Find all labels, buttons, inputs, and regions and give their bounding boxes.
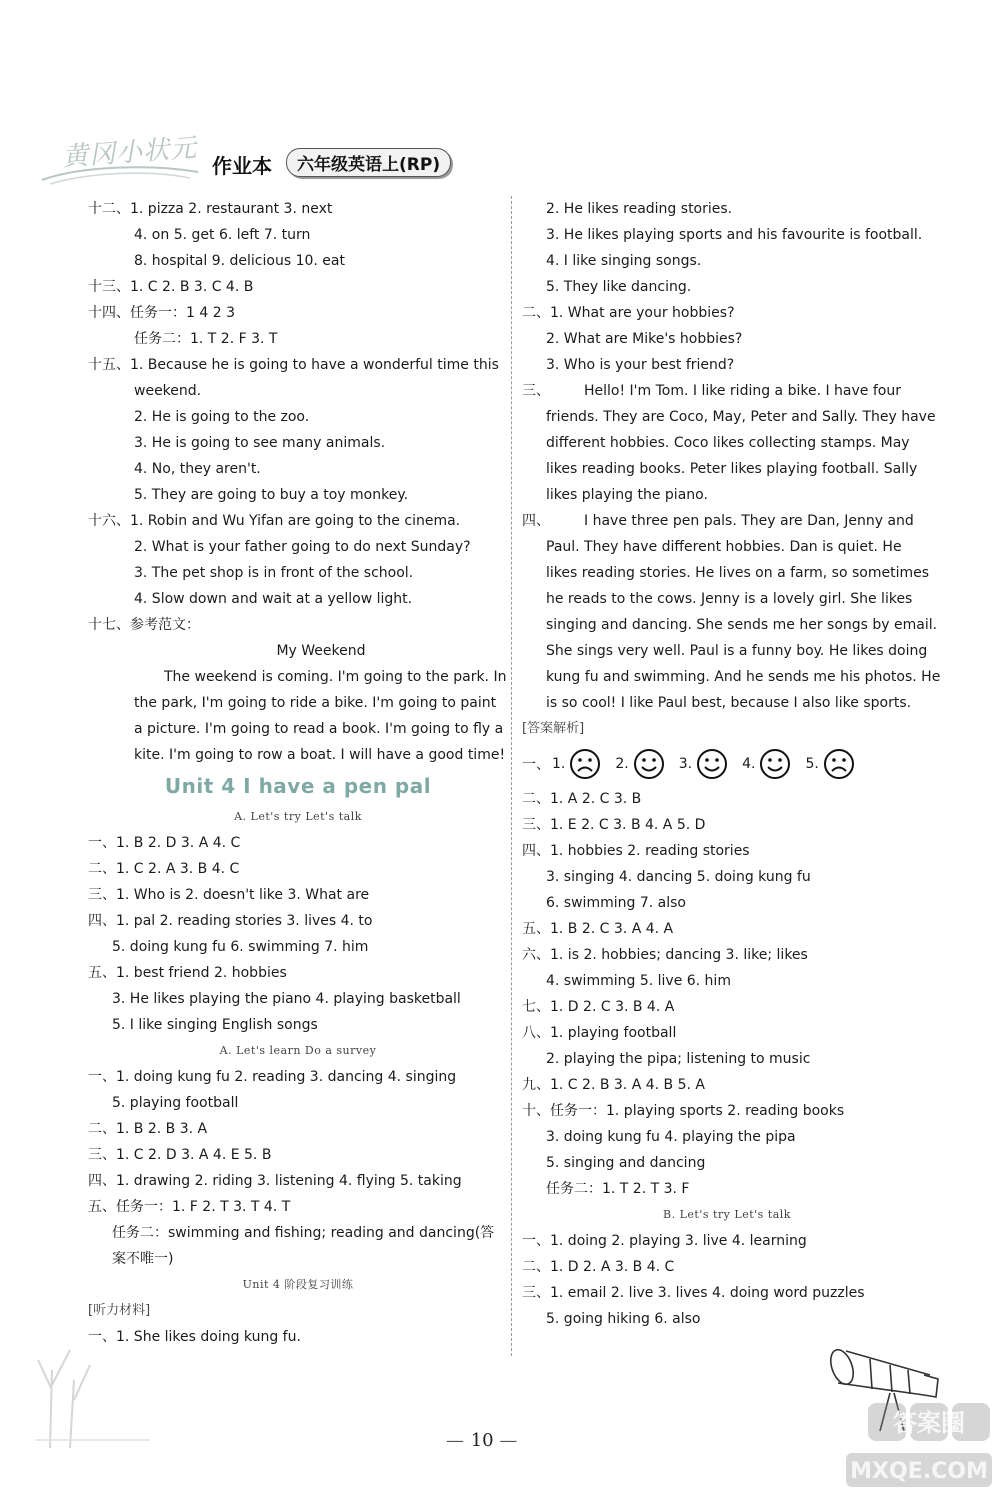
answer-line: 3. He is going to see many animals. — [134, 435, 386, 451]
answer-line: 三、1. Who is 2. doesn't like 3. What are — [88, 887, 370, 903]
watermark-logo — [838, 1395, 998, 1495]
passage-line: is so cool! I like Paul best, because I also like sports. — [546, 695, 912, 711]
happy-face-icon — [759, 748, 791, 780]
passage-line: Paul. They have different hobbies. Dan is quiet. He — [546, 539, 902, 555]
answer-line: 十、任务一：1. playing sports 2. reading books — [522, 1103, 845, 1119]
answer-line: 8. hospital 9. delicious 10. eat — [134, 253, 345, 269]
book-subtitle-badge: 六年级英语上(RP) — [286, 148, 451, 177]
answer-line: 3. singing 4. dancing 5. doing kung fu — [546, 869, 811, 885]
answer-line: 任务二：1. T 2. T 3. F — [546, 1181, 690, 1197]
sad-face-icon — [823, 748, 855, 780]
answer-line: 3. He likes playing the piano 4. playing basketball — [112, 991, 461, 1007]
answer-line: 2. playing the pipa; listening to music — [546, 1051, 811, 1067]
answer-line: 4. swimming 5. live 6. him — [546, 973, 731, 989]
answer-line: 十二、1. pizza 2. restaurant 3. next — [88, 201, 333, 217]
answer-line: 2. What are Mike's hobbies? — [546, 331, 743, 347]
essay-line: the park, I'm going to ride a bike. I'm going to paint — [134, 695, 497, 711]
answer-line: 二、1. C 2. A 3. B 4. C — [88, 861, 240, 877]
answer-line: 一、1. doing kung fu 2. reading 3. dancing 4. singing — [88, 1069, 457, 1085]
brand-logo: 黄冈小状元 — [61, 133, 199, 173]
section-subheading: A. Let's learn Do a survey — [219, 1044, 377, 1057]
face-number: 1. — [552, 756, 566, 772]
answer-line: 二、1. B 2. B 3. A — [88, 1121, 208, 1137]
answer-line: 2. What is your father going to do next Sunday? — [134, 539, 471, 555]
answer-line: 4. on 5. get 6. left 7. turn — [134, 227, 311, 243]
essay-title: My Weekend — [276, 643, 366, 659]
answer-line: 2. He is going to the zoo. — [134, 409, 310, 425]
answer-line: 二、1. What are your hobbies? — [522, 305, 735, 321]
answer-line: weekend. — [134, 383, 202, 399]
answer-line: 三、1. E 2. C 3. B 4. A 5. D — [522, 817, 706, 833]
answer-analysis-tag: [答案解析] — [522, 721, 585, 736]
answer-line: 4. I like singing songs. — [546, 253, 702, 269]
right-column — [522, 196, 941, 1332]
answer-line: 二、1. A 2. C 3. B — [522, 791, 642, 807]
passage-line: She sings very well. Paul is a funny boy. He likes doing — [546, 643, 928, 659]
face-number: 3. — [678, 756, 693, 772]
answer-line: 5. playing football — [112, 1095, 239, 1111]
answer-line: 五、1. B 2. C 3. A 4. A — [522, 921, 674, 937]
answer-line: 二、1. D 2. A 3. B 4. C — [522, 1259, 675, 1275]
answer-line: 5. going hiking 6. also — [546, 1311, 701, 1327]
answer-line: 十六、1. Robin and Wu Yifan are going to the cinema. — [88, 513, 461, 529]
faces-answer-row — [522, 742, 932, 786]
page-number: — 10 — — [446, 1430, 519, 1451]
passage-line: likes playing the piano. — [546, 487, 708, 503]
answer-line: 5. doing kung fu 6. swimming 7. him — [112, 939, 369, 955]
answer-line: 5. I like singing English songs — [112, 1017, 318, 1033]
answer-line: 三、1. C 2. D 3. A 4. E 5. B — [88, 1147, 272, 1163]
unit-heading: Unit 4 I have a pen pal — [164, 774, 432, 798]
happy-face-icon — [696, 748, 728, 780]
passage-four-first-line — [522, 508, 932, 534]
passage-line: singing and dancing. She sends me her songs by email. — [546, 617, 938, 633]
svg-text:答案圈: 答案圈 — [893, 1409, 965, 1437]
passage-line: friends. They are Coco, May, Peter and Sally. They have — [546, 409, 936, 425]
answer-line: 五、任务一：1. F 2. T 3. T 4. T — [88, 1199, 291, 1215]
page-number-value: 10 — [470, 1430, 494, 1451]
section-subheading: B. Let's try Let's talk — [663, 1208, 791, 1221]
sad-face-icon — [569, 748, 601, 780]
answer-line: 十三、1. C 2. B 3. C 4. B — [88, 279, 254, 295]
passage-line: kung fu and swimming. And he sends me his photos. He — [546, 669, 941, 685]
essay-line: The weekend is coming. I'm going to the park. In — [164, 669, 507, 685]
section-label: 四、 — [522, 513, 550, 529]
section-label: 三、 — [522, 383, 550, 399]
answer-line: 6. swimming 7. also — [546, 895, 686, 911]
passage-line: I have three pen pals. They are Dan, Jenny and — [584, 513, 914, 529]
left-column — [88, 196, 508, 1350]
face-number: 2. — [615, 756, 629, 772]
face-number: 5. — [805, 756, 819, 772]
answer-line: 一、1. doing 2. playing 3. live 4. learning — [522, 1233, 807, 1249]
answer-line: 一、1. B 2. D 3. A 4. C — [88, 835, 241, 851]
answer-line: 5. They are going to buy a toy monkey. — [134, 487, 409, 503]
answer-line: 任务二：1. T 2. F 3. T — [134, 331, 278, 347]
answer-line: 七、1. D 2. C 3. B 4. A — [522, 999, 675, 1015]
answer-line: 十七、参考范文： — [88, 617, 200, 633]
passage-three-first-line — [522, 378, 932, 404]
answer-line: 六、1. is 2. hobbies; dancing 3. like; likes — [522, 947, 808, 963]
essay-line: a picture. I'm going to read a book. I'm going to fly a — [134, 721, 504, 737]
answer-line: 九、1. C 2. B 3. A 4. B 5. A — [522, 1077, 705, 1093]
happy-face-icon — [633, 748, 665, 780]
face-number: 4. — [742, 756, 756, 772]
answer-line: 3. He likes playing sports and his favourite is football. — [546, 227, 923, 243]
answer-line: 任务二：swimming and fishing; reading and dancing(答 — [112, 1225, 495, 1241]
plant-sketch-decoration — [30, 1330, 180, 1450]
answer-line: 3. Who is your best friend? — [546, 357, 735, 373]
answer-line: 八、1. playing football — [522, 1025, 677, 1041]
book-title: 作业本 — [212, 154, 272, 178]
passage-line: Hello! I'm Tom. I like riding a bike. I have four — [584, 383, 901, 399]
answer-line: 2. He likes reading stories. — [546, 201, 733, 217]
listening-material-tag: [听力材料] — [88, 1303, 151, 1318]
passage-line: likes reading stories. He lives on a farm, so sometimes — [546, 565, 930, 581]
answer-line: 五、1. best friend 2. hobbies — [88, 965, 287, 981]
answer-line: 案不唯一) — [112, 1251, 174, 1267]
answer-line: 四、1. drawing 2. riding 3. listening 4. flying 5. taking — [88, 1173, 462, 1189]
answer-line: 4. No, they aren't. — [134, 461, 261, 477]
answer-line: 十五、1. Because he is going to have a wonderful time this — [88, 357, 499, 373]
section-subheading: A. Let's try Let's talk — [234, 810, 362, 823]
passage-line: he reads to the cows. Jenny is a lovely girl. She likes — [546, 591, 913, 607]
passage-line: different hobbies. Coco likes collecting stamps. May — [546, 435, 910, 451]
answer-line: 5. singing and dancing — [546, 1155, 706, 1171]
answer-line: 3. The pet shop is in front of the school. — [134, 565, 414, 581]
answer-line: 四、1. hobbies 2. reading stories — [522, 843, 750, 859]
section-subheading: Unit 4 阶段复习训练 — [242, 1278, 354, 1291]
answer-line: 一、1. She likes doing kung fu. — [88, 1329, 301, 1345]
section-label: 一、 — [522, 757, 550, 773]
answer-line: 三、1. email 2. live 3. lives 4. doing word puzzles — [522, 1285, 865, 1301]
answer-line: 4. Slow down and wait at a yellow light. — [134, 591, 413, 607]
passage-line: likes reading books. Peter likes playing football. Sally — [546, 461, 918, 477]
answer-line: 3. doing kung fu 4. playing the pipa — [546, 1129, 796, 1145]
answer-line: 十四、任务一：1 4 2 3 — [88, 305, 235, 321]
essay-line: kite. I'm going to row a boat. I will have a good time! — [134, 747, 506, 763]
column-divider — [511, 196, 512, 1356]
svg-text:MXQE.COM: MXQE.COM — [850, 1459, 988, 1484]
answer-line: 四、1. pal 2. reading stories 3. lives 4. to — [88, 913, 373, 929]
answer-line: 5. They like dancing. — [546, 279, 692, 295]
